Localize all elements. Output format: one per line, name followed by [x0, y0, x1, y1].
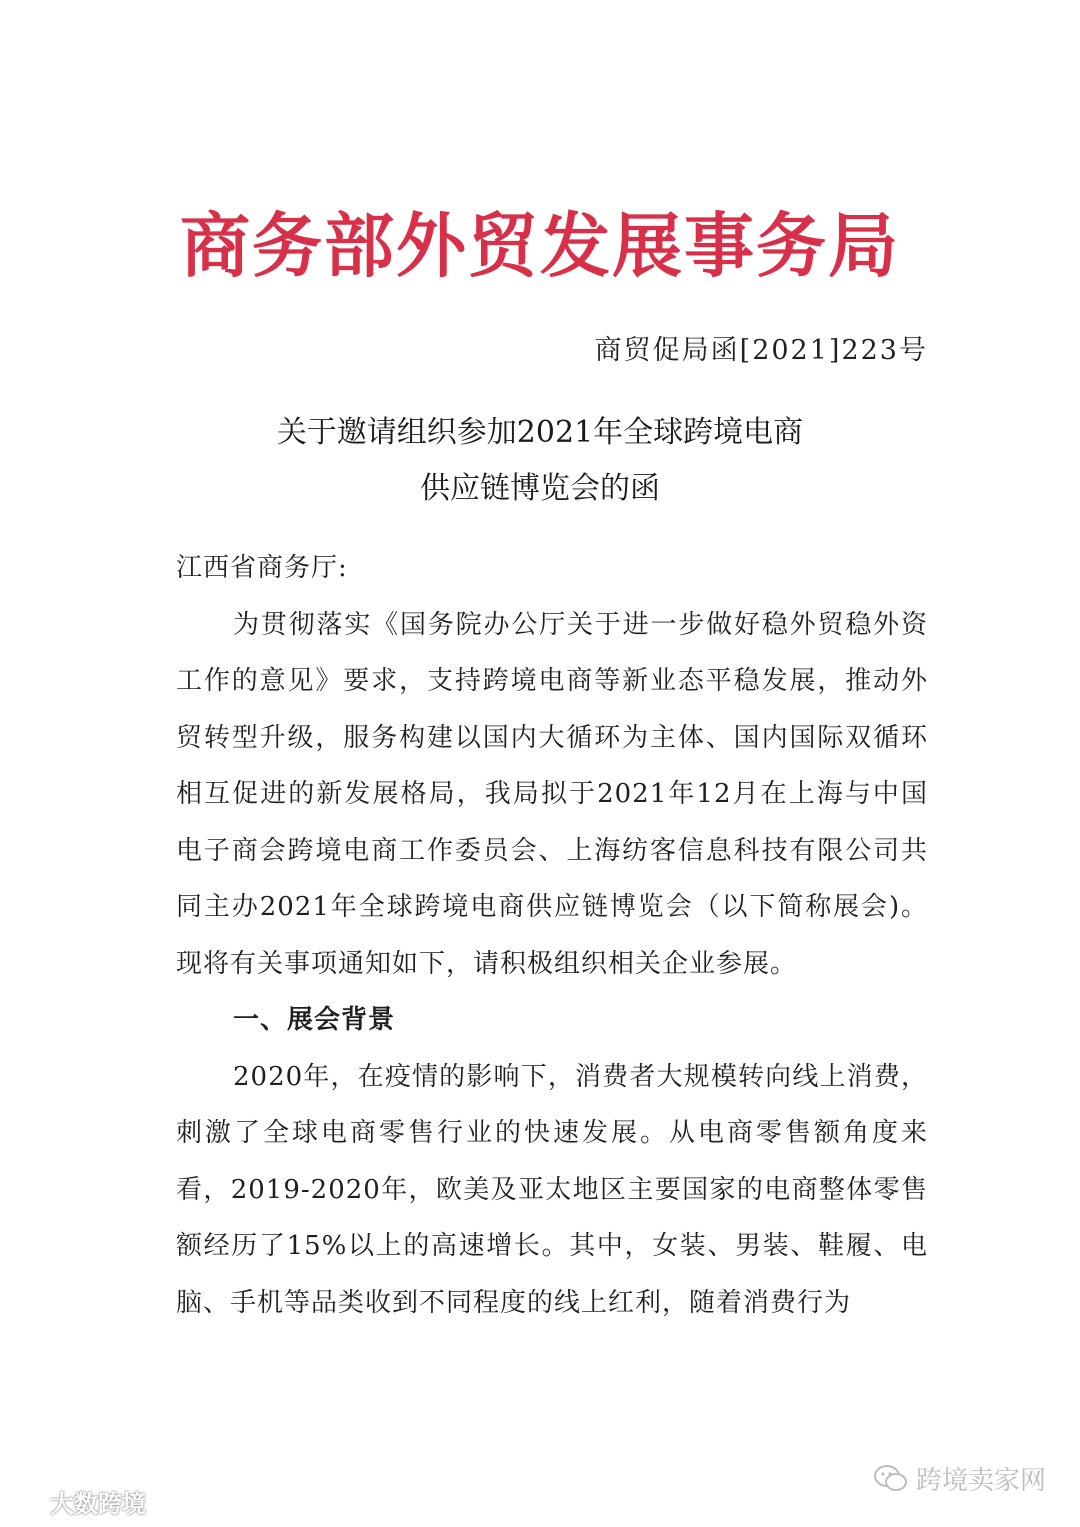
- section-heading-1: 一、展会背景: [233, 1005, 396, 1035]
- letter-title-line2: 供应链博览会的函: [420, 471, 660, 506]
- watermark-right: [874, 1460, 1046, 1497]
- addressee: 江西省商务厅:: [176, 553, 348, 583]
- watermark-left: [6, 1484, 146, 1519]
- letter-title-line1: 关于邀请组织参加2021年全球跨境电商: [276, 415, 804, 450]
- watermark-right-text: 跨境卖家网: [915, 1466, 1046, 1496]
- brand-logo-icon: [6, 1489, 46, 1515]
- watermark-left-text: 大数跨境: [50, 1490, 146, 1518]
- letter-body: [176, 540, 928, 1331]
- paragraph-1: 为贯彻落实《国务院办公厅关于进一步做好稳外贸稳外资工作的意见》要求，支持跨境电商等新业态平稳发展，推动外贸转型升级，服务构建以国内大循环为主体、国内国际双循环相互促进的新发展格局，我局拟于2021年12月在上海与中国电子商会跨境电商工作委员会、上海纺客信息科技有限公司共同主办2021年全球跨境电商供应链博览会（以下简称展会)。现将有关事项通知如下，请积极组织相关企业参展。: [176, 609, 928, 979]
- wechat-icon: [874, 1464, 908, 1494]
- issuer-masthead: 商务部外贸发展事务局: [180, 204, 900, 287]
- paragraph-2: 2020年，在疫情的影响下，消费者大规模转向线上消费，刺激了全球电商零售行业的快速发展。从电商零售额角度来看，2019-2020年，欧美及亚太地区主要国家的电商整体零售额经历了15%以上的高速增长。其中，女装、男装、鞋履、电脑、手机等品类收到不同程度的线上红利，随着消费行为: [176, 1061, 928, 1318]
- document-number: 商贸促局函[2021]223号: [594, 335, 928, 366]
